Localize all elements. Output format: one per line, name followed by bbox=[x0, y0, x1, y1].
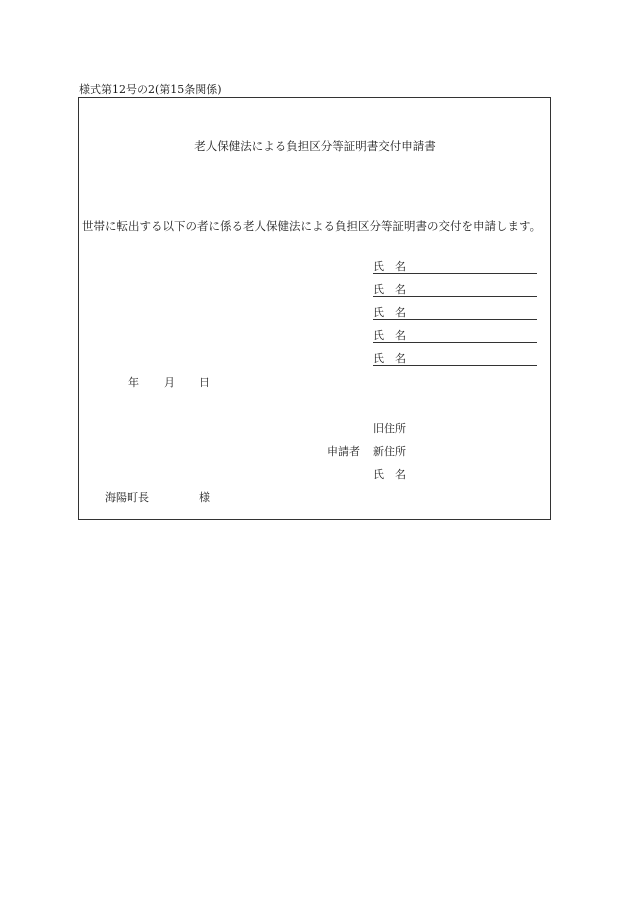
member-name-label: 氏名 bbox=[373, 283, 417, 296]
form-number: 様式第12号の2(第15条関係) bbox=[79, 83, 222, 96]
applicant-heading: 申請者 bbox=[327, 445, 360, 458]
addressee-honorific: 様 bbox=[199, 491, 210, 504]
member-name-line bbox=[373, 350, 537, 366]
member-name-line bbox=[373, 304, 537, 320]
applicant-name-label: 氏 名 bbox=[373, 468, 406, 481]
form-title: 老人保健法による負担区分等証明書交付申請書 bbox=[194, 139, 436, 153]
member-name-label: 氏名 bbox=[373, 306, 417, 319]
member-name-label: 氏名 bbox=[373, 329, 417, 342]
old-address-label: 旧住所 bbox=[373, 422, 406, 435]
date-month: 月 bbox=[164, 376, 175, 389]
member-name-line bbox=[373, 327, 537, 343]
member-name-label: 氏名 bbox=[373, 352, 417, 365]
new-address-label: 新住所 bbox=[373, 445, 406, 458]
date-year: 年 bbox=[128, 376, 139, 389]
member-name-label: 氏名 bbox=[373, 260, 417, 273]
member-name-line bbox=[373, 281, 537, 297]
date-day: 日 bbox=[199, 376, 210, 389]
member-name-line bbox=[373, 258, 537, 274]
statement-line-2: 世帯に転出する以下の者に係る老人保健法による負担区分等証明書の交付を申請します。 bbox=[82, 219, 542, 233]
addressee-name: 海陽町長 bbox=[105, 491, 149, 504]
